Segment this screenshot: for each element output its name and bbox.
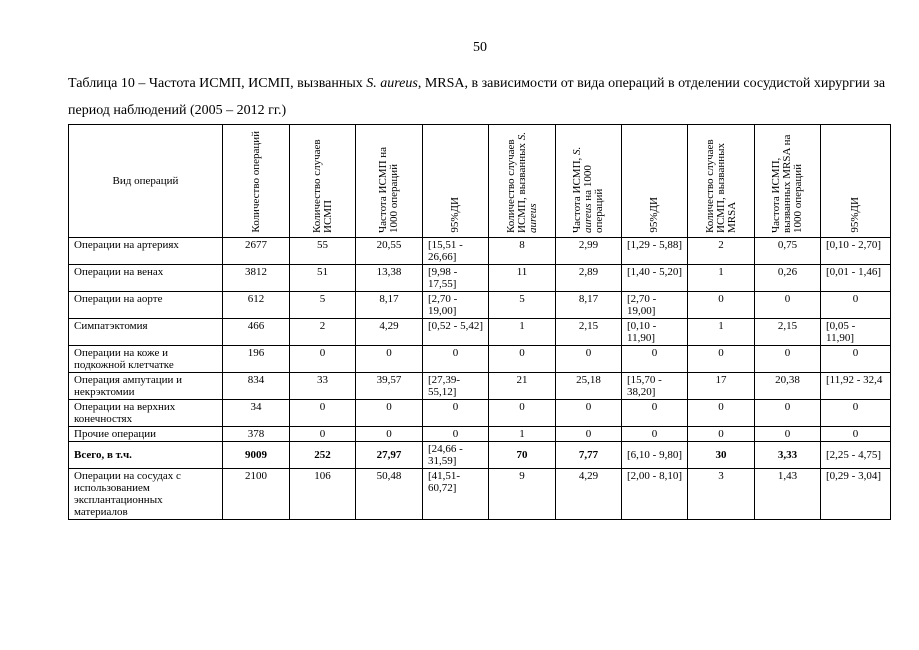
cell-mrsa-rate: 0 <box>755 427 821 442</box>
cell-ismp-cases: 106 <box>290 469 356 520</box>
cell-ci2: [15,70 - 38,20] <box>622 373 688 400</box>
table-body <box>69 238 891 520</box>
cell-ismp-rate: 20,55 <box>356 238 423 265</box>
table-row <box>69 346 891 373</box>
cell-mrsa-cases: 1 <box>688 265 755 292</box>
cell-ci3: 0 <box>821 292 891 319</box>
data-table <box>68 124 891 520</box>
cell-mrsa-rate: 1,43 <box>755 469 821 520</box>
cell-ci1: 0 <box>423 427 489 442</box>
cell-mrsa-rate: 2,15 <box>755 319 821 346</box>
cell-mrsa-cases: 2 <box>688 238 755 265</box>
cell-operations: 466 <box>223 319 290 346</box>
cell-sa-rate: 25,18 <box>556 373 622 400</box>
cell-sa-cases: 1 <box>489 319 556 346</box>
caption-prefix: Таблица 10 – Частота ИСМП, ИСМП, вызванных <box>68 76 367 91</box>
cell-ismp-rate: 0 <box>356 346 423 373</box>
cell-ci2: 0 <box>622 346 688 373</box>
header-sa-rate: Частота ИСМП, S. aureus на 1000 операций <box>556 125 622 238</box>
cell-operations: 34 <box>223 400 290 427</box>
cell-sa-cases: 0 <box>489 400 556 427</box>
header-row <box>69 125 891 238</box>
cell-operations: 2677 <box>223 238 290 265</box>
header-ismp-cases: Количество случаев ИСМП <box>290 125 356 238</box>
cell-type: Операции на артериях <box>69 238 223 265</box>
cell-operations: 3812 <box>223 265 290 292</box>
cell-type: Операция ампутации и некрэктомии <box>69 373 223 400</box>
cell-ci1: [2,70 - 19,00] <box>423 292 489 319</box>
cell-type: Операции на коже и подкожной клетчатке <box>69 346 223 373</box>
cell-mrsa-cases: 30 <box>688 442 755 469</box>
cell-ci2: [1,40 - 5,20] <box>622 265 688 292</box>
table-row <box>69 265 891 292</box>
cell-ci2: 0 <box>622 427 688 442</box>
cell-sa-rate: 7,77 <box>556 442 622 469</box>
cell-sa-cases: 9 <box>489 469 556 520</box>
cell-operations: 378 <box>223 427 290 442</box>
cell-ismp-rate: 0 <box>356 427 423 442</box>
cell-ismp-rate: 39,57 <box>356 373 423 400</box>
cell-ci3: [11,92 - 32,4 <box>821 373 891 400</box>
cell-type: Операции на верхних конечностях <box>69 400 223 427</box>
cell-ci1: [9,98 - 17,55] <box>423 265 489 292</box>
cell-mrsa-cases: 0 <box>688 427 755 442</box>
cell-ci1: [15,51 - 26,66] <box>423 238 489 265</box>
cell-sa-cases: 5 <box>489 292 556 319</box>
cell-sa-rate: 2,99 <box>556 238 622 265</box>
table-row <box>69 319 891 346</box>
cell-ci3: [0,05 - 11,90] <box>821 319 891 346</box>
header-ci2: 95%ДИ <box>622 125 688 238</box>
cell-ismp-rate: 0 <box>356 400 423 427</box>
cell-mrsa-cases: 17 <box>688 373 755 400</box>
total-row <box>69 442 891 469</box>
table-row <box>69 292 891 319</box>
cell-operations: 196 <box>223 346 290 373</box>
header-mrsa-rate: Частота ИСМП, вызванных MRSA на 1000 операций <box>755 125 821 238</box>
cell-mrsa-cases: 0 <box>688 292 755 319</box>
cell-mrsa-rate: 0 <box>755 400 821 427</box>
cell-ismp-rate: 8,17 <box>356 292 423 319</box>
table-caption <box>68 70 893 124</box>
cell-ci3: 0 <box>821 400 891 427</box>
cell-sa-cases: 21 <box>489 373 556 400</box>
cell-ci2: [6,10 - 9,80] <box>622 442 688 469</box>
cell-ismp-cases: 55 <box>290 238 356 265</box>
cell-ismp-cases: 51 <box>290 265 356 292</box>
cell-ci3: [0,29 - 3,04] <box>821 469 891 520</box>
cell-mrsa-cases: 1 <box>688 319 755 346</box>
cell-ci2: [2,00 - 8,10] <box>622 469 688 520</box>
table-row <box>69 373 891 400</box>
caption-organism: S. aureus <box>366 76 418 91</box>
header-mrsa-cases: Количество случаев ИСМП, вызванных MRSA <box>688 125 755 238</box>
cell-sa-rate: 4,29 <box>556 469 622 520</box>
caption-suffix: , MRSA, в зависимости от вида операций в отделении сосудистой хирургии за период наблюдений (2005 – 2012 гг.) <box>68 76 886 118</box>
cell-type: Операции на аорте <box>69 292 223 319</box>
cell-ci3: [0,10 - 2,70] <box>821 238 891 265</box>
cell-ismp-cases: 252 <box>290 442 356 469</box>
cell-ismp-rate: 13,38 <box>356 265 423 292</box>
cell-ismp-cases: 0 <box>290 427 356 442</box>
cell-ci1: [24,66 - 31,59] <box>423 442 489 469</box>
header-operations: Количество операций <box>223 125 290 238</box>
cell-type: Всего, в т.ч. <box>69 442 223 469</box>
cell-ci1: 0 <box>423 346 489 373</box>
cell-mrsa-rate: 20,38 <box>755 373 821 400</box>
cell-mrsa-cases: 0 <box>688 400 755 427</box>
cell-ci2: [0,10 - 11,90] <box>622 319 688 346</box>
cell-ismp-cases: 2 <box>290 319 356 346</box>
cell-sa-cases: 8 <box>489 238 556 265</box>
cell-ismp-cases: 33 <box>290 373 356 400</box>
cell-ci2: [2,70 - 19,00] <box>622 292 688 319</box>
cell-mrsa-rate: 0,26 <box>755 265 821 292</box>
cell-operations: 834 <box>223 373 290 400</box>
cell-sa-rate: 2,89 <box>556 265 622 292</box>
header-ci3: 95%ДИ <box>821 125 891 238</box>
cell-sa-cases: 1 <box>489 427 556 442</box>
cell-ci2: 0 <box>622 400 688 427</box>
cell-ci1: [41,51- 60,72] <box>423 469 489 520</box>
cell-type: Симпатэктомия <box>69 319 223 346</box>
cell-operations: 9009 <box>223 442 290 469</box>
cell-ci1: 0 <box>423 400 489 427</box>
cell-type: Операции на венах <box>69 265 223 292</box>
cell-ci3: [2,25 - 4,75] <box>821 442 891 469</box>
cell-mrsa-rate: 0,75 <box>755 238 821 265</box>
table-row <box>69 469 891 520</box>
cell-sa-cases: 0 <box>489 346 556 373</box>
cell-ci1: [0,52 - 5,42] <box>423 319 489 346</box>
cell-mrsa-rate: 3,33 <box>755 442 821 469</box>
cell-mrsa-cases: 0 <box>688 346 755 373</box>
cell-type: Прочие операции <box>69 427 223 442</box>
cell-ismp-cases: 5 <box>290 292 356 319</box>
cell-ismp-rate: 50,48 <box>356 469 423 520</box>
table-row <box>69 238 891 265</box>
cell-mrsa-cases: 3 <box>688 469 755 520</box>
cell-sa-rate: 0 <box>556 400 622 427</box>
cell-mrsa-rate: 0 <box>755 346 821 373</box>
table-row <box>69 400 891 427</box>
cell-ci2: [1,29 - 5,88] <box>622 238 688 265</box>
cell-sa-cases: 11 <box>489 265 556 292</box>
cell-ci3: 0 <box>821 427 891 442</box>
cell-ismp-rate: 4,29 <box>356 319 423 346</box>
cell-ci1: [27,39- 55,12] <box>423 373 489 400</box>
header-ismp-rate: Частота ИСМП на 1000 операций <box>356 125 423 238</box>
cell-sa-rate: 0 <box>556 346 622 373</box>
cell-operations: 2100 <box>223 469 290 520</box>
cell-sa-rate: 2,15 <box>556 319 622 346</box>
cell-type: Операции на сосудах с использованием эксплантационных материалов <box>69 469 223 520</box>
cell-ismp-rate: 27,97 <box>356 442 423 469</box>
cell-ci3: [0,01 - 1,46] <box>821 265 891 292</box>
cell-ismp-cases: 0 <box>290 400 356 427</box>
cell-operations: 612 <box>223 292 290 319</box>
header-sa-cases: Количество случаев ИСМП, вызванных S. aureus <box>489 125 556 238</box>
page-number: 50 <box>473 40 487 55</box>
table-row <box>69 427 891 442</box>
cell-ismp-cases: 0 <box>290 346 356 373</box>
cell-mrsa-rate: 0 <box>755 292 821 319</box>
cell-sa-cases: 70 <box>489 442 556 469</box>
header-ci1: 95%ДИ <box>423 125 489 238</box>
cell-ci3: 0 <box>821 346 891 373</box>
cell-sa-rate: 8,17 <box>556 292 622 319</box>
cell-sa-rate: 0 <box>556 427 622 442</box>
header-type: Вид операций <box>69 125 223 238</box>
